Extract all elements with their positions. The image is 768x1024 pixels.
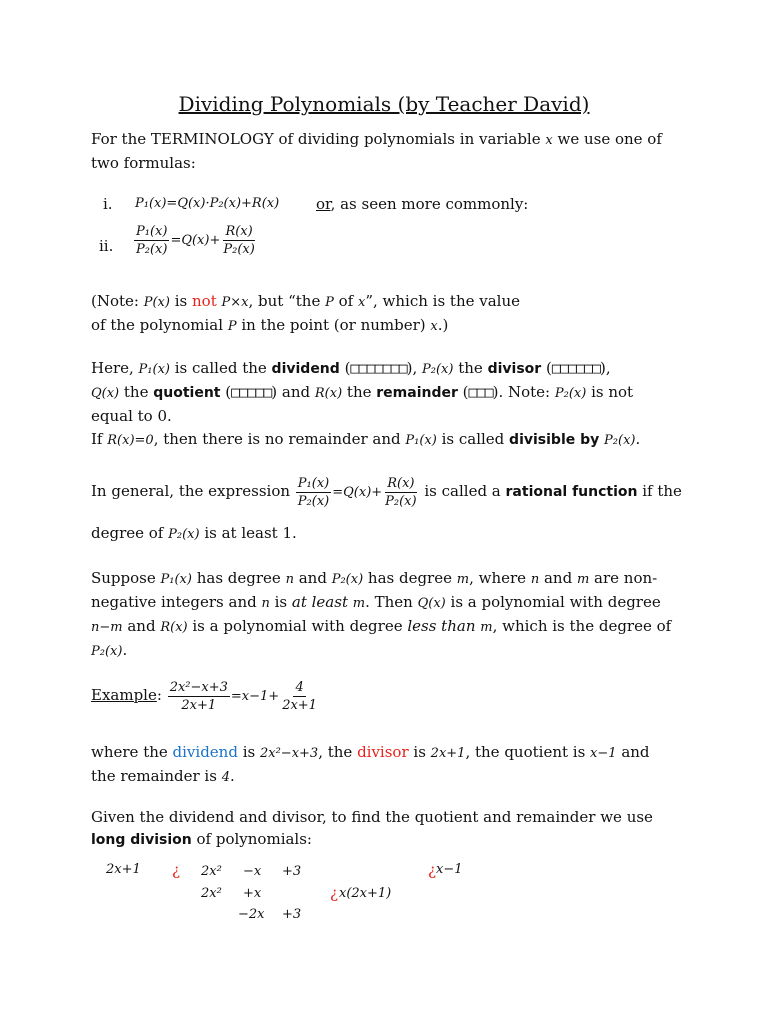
where-paragraph: where the dividend is 2x²−x+3, the divisor is 2x+1, the quotient is x−1 and the remainder is 4. <box>91 743 650 785</box>
dividend-word: dividend <box>172 743 238 761</box>
formula-i: P₁(x)=Q(x)·P₂(x)+R(x) <box>135 196 280 211</box>
dividend-term: dividend <box>271 361 340 377</box>
ld-quotient-error-glyph: ¿ <box>428 861 437 879</box>
ld-error-glyph: ¿ <box>172 861 181 879</box>
divisor-word: divisor <box>357 743 409 761</box>
ld-row2-term2: +x <box>243 886 262 901</box>
example-line: Example: $\frac{\text{2x²−x+3}}{2x+1}$ =x−1+ $\frac{4}{2x+1}$ <box>91 680 317 713</box>
example-label: Example <box>91 686 157 704</box>
formula-or-text: or, as seen more commonly: <box>316 195 529 213</box>
ld-row1-term3: +3 <box>282 864 302 879</box>
missing-glyphs: □□□ <box>468 383 493 401</box>
quotient-term: quotient <box>153 385 221 401</box>
ld-quotient: x−1 <box>436 862 463 877</box>
general-expression-line: In general, the expression $\frac{\text{P₁(x)}}{\text{P₂(x)}}$ =Q(x)+ $\frac{R(x)}{\text{P₂(x)}}$ is called a rational function if the <box>91 476 682 509</box>
missing-glyphs: □□□□□□□ <box>350 359 407 377</box>
ld-row3-term1: −2x <box>238 907 265 922</box>
ld-row2-error-glyph: ¿ <box>330 884 339 902</box>
ld-row3-term2: +3 <box>282 907 302 922</box>
page-title: Dividing Polynomials (by Teacher David) <box>178 92 590 116</box>
ld-row2-note: x(2x+1) <box>339 886 392 901</box>
ld-divisor: 2x+1 <box>106 862 141 877</box>
formula-ii: $\frac{\text{P₁(x)}}{\text{P₂(x)}}$ =Q(x)+ $\frac{R(x)}{\text{P₂(x)}}$ <box>136 224 255 257</box>
general-degree-line: degree of P₂(x) is at least 1. <box>91 524 297 542</box>
not-word: not <box>192 292 217 310</box>
missing-glyphs: □□□□□□ <box>551 359 600 377</box>
ld-row1-term1: 2x² <box>201 864 222 879</box>
given-paragraph: Given the dividend and divisor, to find the quotient and remainder we use long division of polynomials: <box>91 808 653 848</box>
formula-ii-label: ii. <box>99 237 114 255</box>
remainder-term: remainder <box>376 385 458 401</box>
rational-function-term: rational function <box>505 484 638 500</box>
long-division-term: long division <box>91 832 192 848</box>
formula-i-label: i. <box>103 195 113 213</box>
missing-glyphs: □□□□□ <box>231 383 272 401</box>
note-paragraph: (Note: P(x) is not P×x, but “the P of x”, which is the value of the polynomial P in the point (or number) x.) <box>91 292 521 334</box>
intro-paragraph: For the TERMINOLOGY of dividing polynomials in variable x we use one of two formulas: <box>91 130 662 172</box>
terminology-paragraph: Here, P₁(x) is called the dividend (□□□□□□□), P₂(x) the divisor (□□□□□□), Q(x) the quotient (□□□□□) and R(x) the remainder (□□□). Note: P₂(x) is not equal to 0. If R(x)=0, then there is no remainder and P₁(x) is called divisible by P₂(x). <box>91 359 641 448</box>
divisor-term: divisor <box>487 361 542 377</box>
ld-row2-term1: 2x² <box>201 886 222 901</box>
ld-row1-term2: −x <box>243 864 262 879</box>
variable-x: x <box>545 133 553 148</box>
divisible-by-term: divisible by <box>509 432 600 448</box>
suppose-paragraph: Suppose P₁(x) has degree n and P₂(x) has degree m, where n and m are non- negative integers and n is at least m. Then Q(x) is a polynomial with degree n−m and R(x) is a polynomial with degree less than m, which is the degree of P₂(x). <box>91 569 672 659</box>
